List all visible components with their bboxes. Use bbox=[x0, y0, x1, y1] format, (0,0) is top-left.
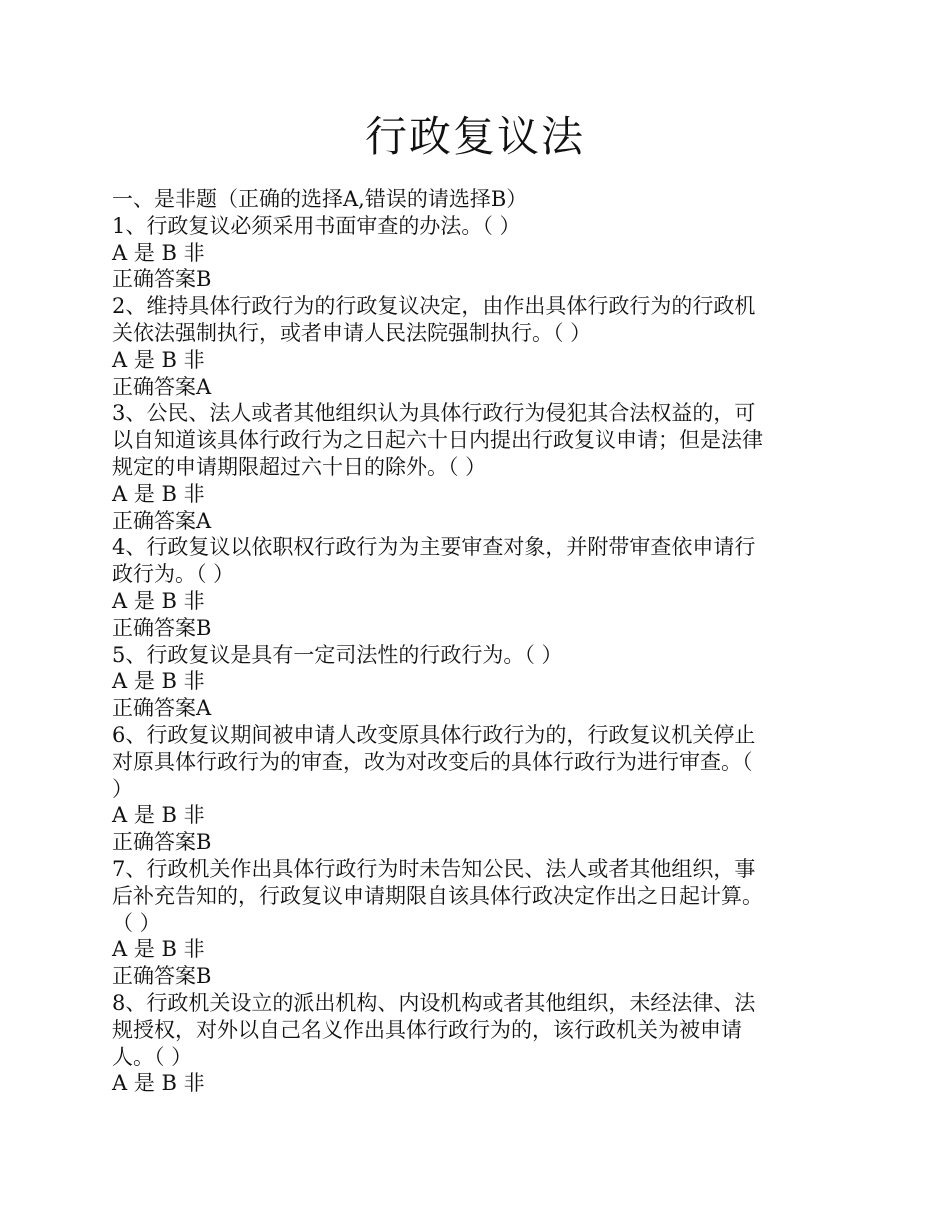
answer-options: A 是 B 非 bbox=[112, 240, 205, 265]
question-text: 人。（ ） bbox=[112, 1044, 193, 1069]
question-text: ） bbox=[112, 776, 133, 801]
question-text: 8、行政机关设立的派出机构、内设机构或者其他组织，未经法律、法 bbox=[112, 990, 756, 1015]
correct-answer: 正确答案A bbox=[112, 374, 212, 399]
question-1 bbox=[112, 213, 832, 293]
correct-answer: 正确答案B bbox=[112, 964, 212, 989]
question-text: 7、行政机关作出具体行政行为时未告知公民、法人或者其他组织，事 bbox=[112, 856, 756, 881]
question-text: 2、维持具体行政行为的行政复议决定，由作出具体行政行为的行政机 bbox=[112, 294, 756, 319]
answer-options: A 是 B 非 bbox=[112, 481, 205, 506]
question-3 bbox=[112, 400, 832, 534]
question-2 bbox=[112, 293, 832, 400]
question-text: 6、行政复议期间被申请人改变原具体行政行为的，行政复议机关停止 bbox=[112, 722, 756, 747]
question-text: 1、行政复议必须采用书面审查的办法。（ ） bbox=[112, 213, 521, 238]
question-text: 规授权，对外以自己名义作出具体行政行为的，该行政机关为被申请 bbox=[112, 1017, 742, 1042]
question-text: 政行为。（ ） bbox=[112, 562, 235, 587]
question-text: 3、公民、法人或者其他组织认为具体行政行为侵犯其合法权益的，可 bbox=[112, 401, 756, 426]
question-text: 5、行政复议是具有一定司法性的行政行为。（ ） bbox=[112, 642, 563, 667]
section-heading: 一、是非题（正确的选择A,错误的请选择B） bbox=[112, 187, 528, 211]
question-8 bbox=[112, 990, 832, 1097]
correct-answer: 正确答案B bbox=[112, 267, 212, 292]
question-7 bbox=[112, 856, 832, 990]
question-text: 4、行政复议以依职权行政行为为主要审查对象，并附带审查依申请行 bbox=[112, 535, 756, 560]
answer-options: A 是 B 非 bbox=[112, 1071, 205, 1096]
correct-answer: 正确答案A bbox=[112, 508, 212, 533]
question-5 bbox=[112, 642, 832, 722]
question-text: 关依法强制执行，或者申请人民法院强制执行。（ ） bbox=[112, 320, 592, 345]
question-text: 规定的申请期限超过六十日的除外。（ ） bbox=[112, 454, 487, 479]
question-6 bbox=[112, 722, 832, 856]
correct-answer: 正确答案A bbox=[112, 696, 212, 721]
answer-options: A 是 B 非 bbox=[112, 588, 205, 613]
question-text: （ ） bbox=[112, 910, 161, 935]
correct-answer: 正确答案B bbox=[112, 615, 212, 640]
question-text: 后补充告知的，行政复议申请期限自该具体行政决定作出之日起计算。 bbox=[112, 883, 763, 908]
answer-options: A 是 B 非 bbox=[112, 803, 205, 828]
answer-options: A 是 B 非 bbox=[112, 347, 205, 372]
question-text: 以自知道该具体行政行为之日起六十日内提出行政复议申请；但是法律 bbox=[112, 428, 763, 453]
answer-options: A 是 B 非 bbox=[112, 937, 205, 962]
answer-options: A 是 B 非 bbox=[112, 669, 205, 694]
question-4 bbox=[112, 534, 832, 641]
question-text: 对原具体行政行为的审查，改为对改变后的具体行政行为进行审查。（ bbox=[112, 749, 753, 774]
correct-answer: 正确答案B bbox=[112, 830, 212, 855]
document-title: 行政复议法 bbox=[364, 112, 585, 161]
document-body bbox=[112, 186, 832, 1097]
